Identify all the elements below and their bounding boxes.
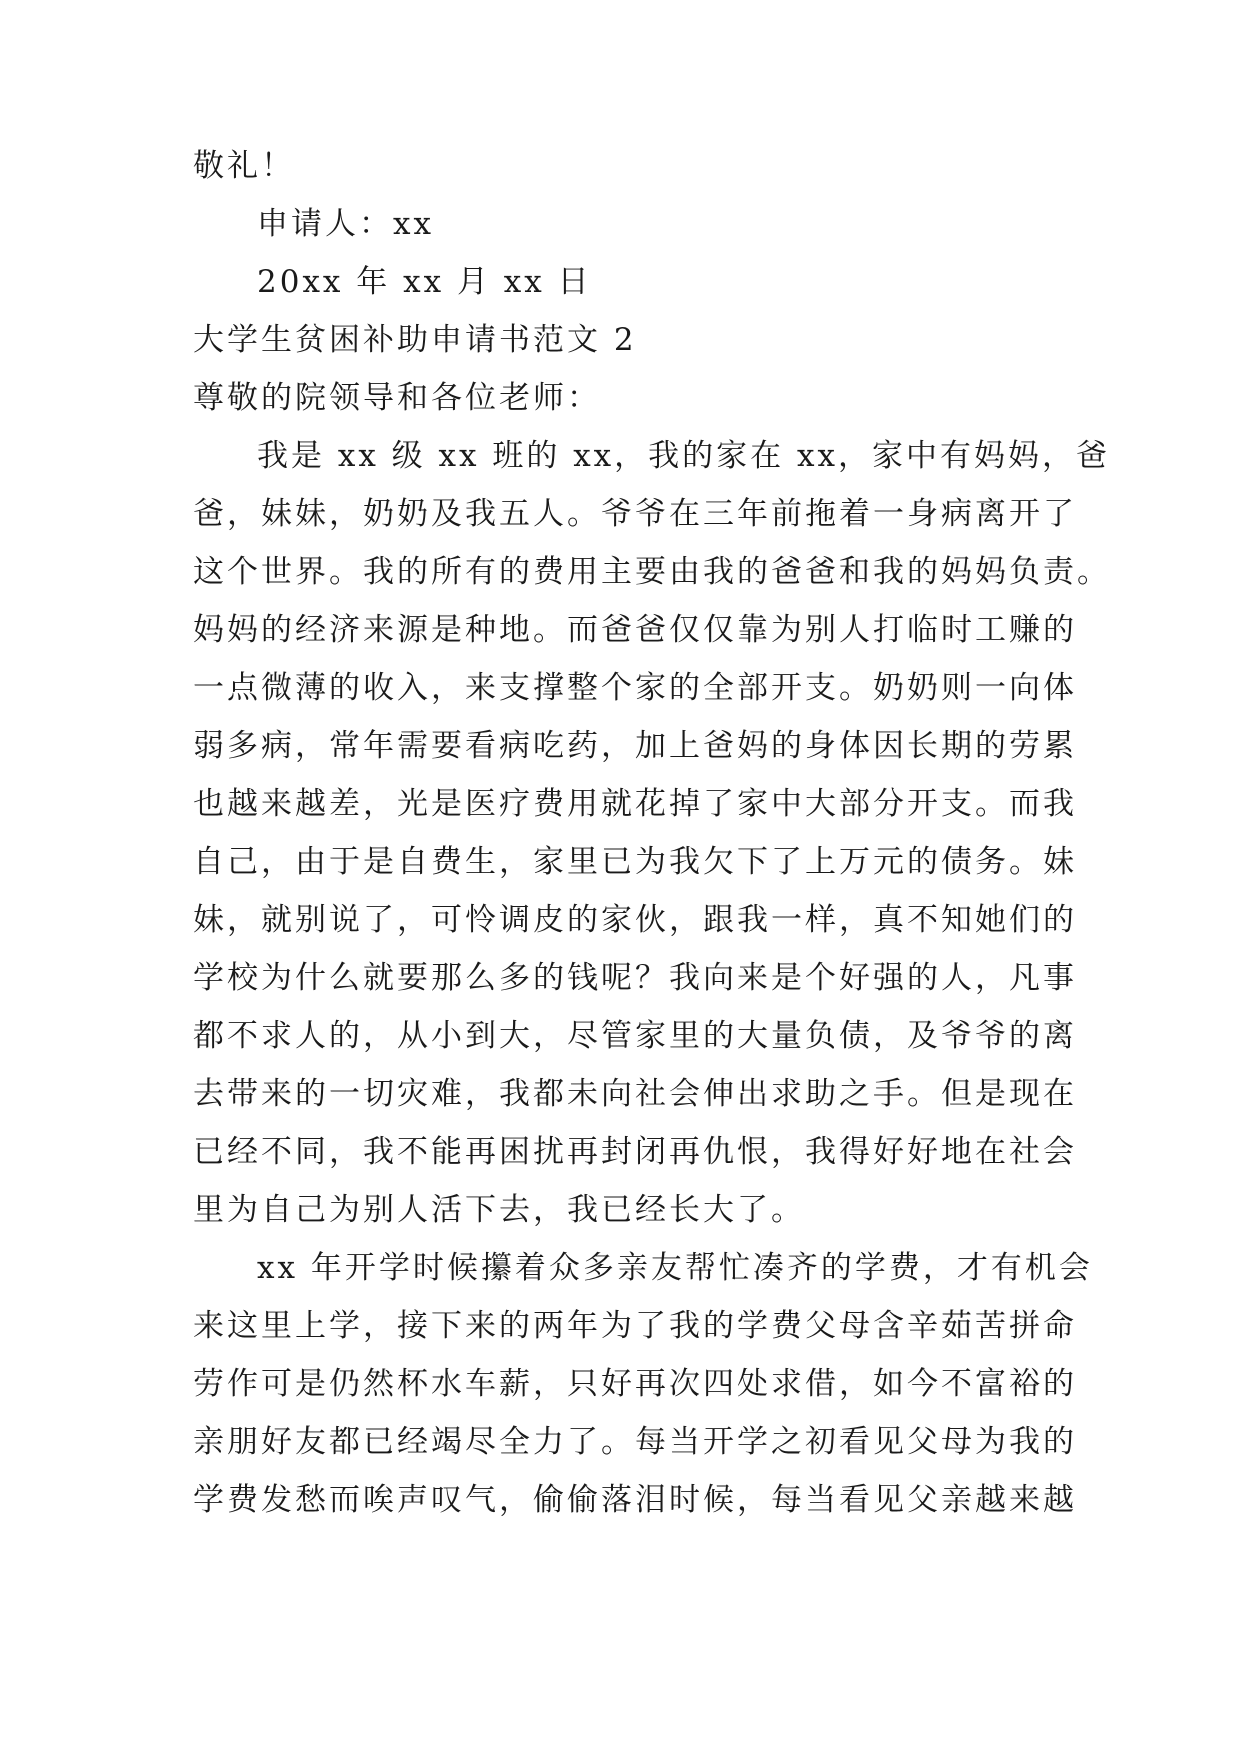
paragraph-line: 都不求人的，从小到大，尽管家里的大量负债，及爷爷的离 [193, 1018, 1077, 1054]
paragraph-line: 学费发愁而唉声叹气，偷偷落泪时候，每当看见父亲越来越 [193, 1482, 1077, 1518]
paragraph-line: 已经不同，我不能再困扰再封闭再仇恨，我得好好地在社会 [193, 1134, 1077, 1170]
paragraph-line: 劳作可是仍然杯水车薪，只好再次四处求借，如今不富裕的 [193, 1366, 1077, 1402]
document-body [193, 137, 1111, 1529]
paragraph-line: 这个世界。我的所有的费用主要由我的爸爸和我的妈妈负责。 [193, 554, 1111, 590]
paragraph-line: 自己，由于是自费生，家里已为我欠下了上万元的债务。妹 [193, 844, 1077, 880]
salutation-line: 尊敬的院领导和各位老师： [193, 380, 601, 416]
applicant-line: 申请人：xx [257, 206, 434, 242]
paragraph-line: 爸，妹妹，奶奶及我五人。爷爷在三年前拖着一身病离开了 [193, 496, 1077, 532]
paragraph-line: 学校为什么就要那么多的钱呢？我向来是个好强的人，凡事 [193, 960, 1077, 996]
date-line: 20xx 年 xx 月 xx 日 [257, 264, 592, 300]
paragraph-2 [193, 1239, 1093, 1529]
paragraph-line: 里为自己为别人活下去，我已经长大了。 [193, 1192, 805, 1228]
paragraph-1 [193, 427, 1111, 1239]
paragraph-line: 来这里上学，接下来的两年为了我的学费父母含辛茹苦拼命 [193, 1308, 1077, 1344]
paragraph-line: 我是 xx 级 xx 班的 xx，我的家在 xx，家中有妈妈，爸 [257, 438, 1110, 474]
closing-line: 敬礼！ [193, 148, 295, 184]
paragraph-line: 妹，就别说了，可怜调皮的家伙，跟我一样，真不知她们的 [193, 902, 1077, 938]
paragraph-line: 妈妈的经济来源是种地。而爸爸仅仅靠为别人打临时工赚的 [193, 612, 1077, 648]
section-title: 大学生贫困补助申请书范文 2 [193, 322, 637, 358]
paragraph-line: 去带来的一切灾难，我都未向社会伸出求助之手。但是现在 [193, 1076, 1077, 1112]
paragraph-line: 一点微薄的收入，来支撑整个家的全部开支。奶奶则一向体 [193, 670, 1077, 706]
paragraph-line: 弱多病，常年需要看病吃药，加上爸妈的身体因长期的劳累 [193, 728, 1077, 764]
paragraph-line: 亲朋好友都已经竭尽全力了。每当开学之初看见父母为我的 [193, 1424, 1077, 1460]
paragraph-line: xx 年开学时候攥着众多亲友帮忙凑齐的学费，才有机会 [257, 1250, 1093, 1286]
paragraph-line: 也越来越差，光是医疗费用就花掉了家中大部分开支。而我 [193, 786, 1077, 822]
